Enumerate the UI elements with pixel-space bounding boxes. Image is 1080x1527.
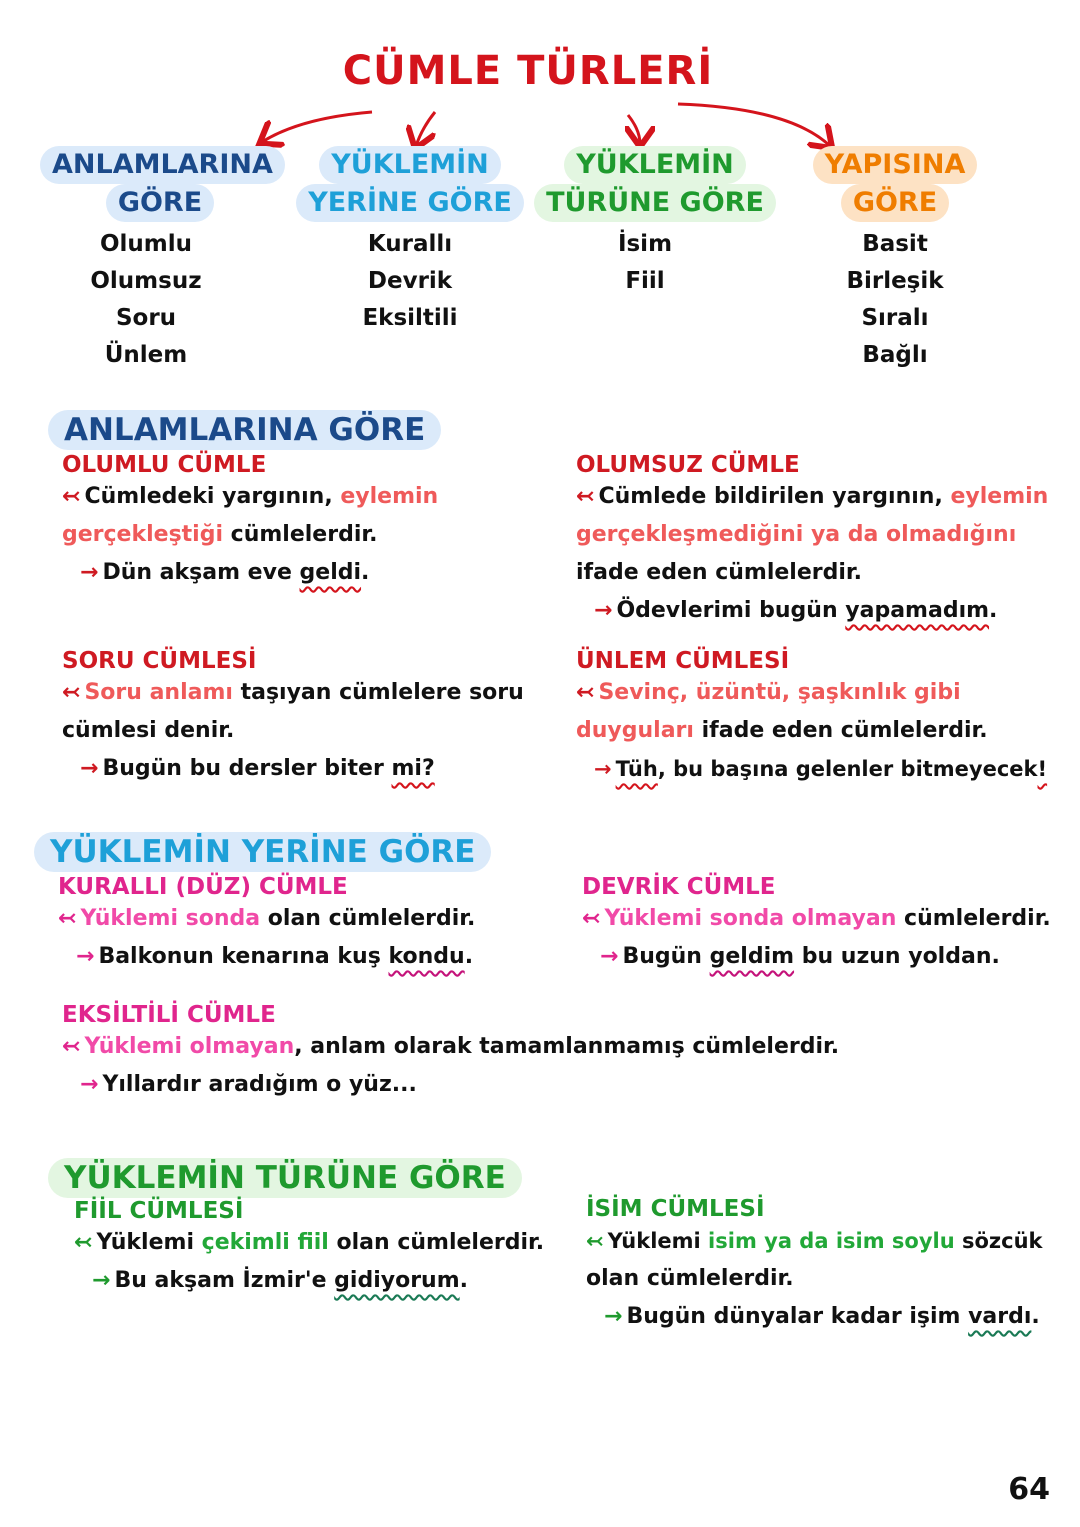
isim-block: İSİM CÜMLESİ ↢ Yüklemi isim ya da isim soylu sözcük olan cümlelerdir. → Bugün dünyalar kadar işim vardı. <box>586 1196 1066 1336</box>
category-yapi-line1: YAPISINA <box>813 146 978 184</box>
arrow-right-icon: → <box>594 598 613 623</box>
devrik-title: DEVRİK CÜMLE <box>582 874 776 900</box>
page-number: 64 <box>1008 1472 1050 1507</box>
bullet-icon: ↢ <box>586 1229 604 1253</box>
category-tur-line2: TÜRÜNE GÖRE <box>534 184 776 222</box>
category-yer-line2: YERİNE GÖRE <box>296 184 524 222</box>
arrow-right-icon: → <box>600 944 619 969</box>
category-anlam-line2: GÖRE <box>106 184 214 222</box>
category-item: İsim <box>617 231 673 257</box>
category-item: Sıralı <box>861 305 929 331</box>
arrow-right-icon: → <box>92 1268 111 1293</box>
bullet-icon: ↢ <box>576 484 595 509</box>
arrow-center-left <box>416 112 435 146</box>
category-item: Fiil <box>625 268 665 294</box>
category-anlam-line1: ANLAMLARINA <box>40 146 285 184</box>
category-item: Kurallı <box>367 231 453 257</box>
category-yer-line1: YÜKLEMİN <box>319 146 501 184</box>
arrow-right-icon: → <box>604 1304 623 1329</box>
arrow-center-right <box>628 115 640 144</box>
arrow-right-icon: → <box>80 1072 99 1097</box>
bullet-icon: ↢ <box>62 1034 81 1059</box>
devrik-block: DEVRİK CÜMLE ↢ Yüklemi sonda olmayan cümlelerdir. → Bugün geldim bu uzun yoldan. <box>582 874 1062 976</box>
category-item: Soru <box>115 305 177 331</box>
kuralli-title: KURALLI (DÜZ) CÜMLE <box>58 874 348 900</box>
isim-title: İSİM CÜMLESİ <box>586 1196 765 1222</box>
section-heading-yer: YÜKLEMİN YERİNE GÖRE <box>34 832 491 872</box>
category-item: Ünlem <box>104 342 188 368</box>
arrow-right-icon: → <box>594 757 612 781</box>
bullet-icon: ↢ <box>58 906 77 931</box>
unlem-title: ÜNLEM CÜMLESİ <box>576 648 790 674</box>
kuralli-block: KURALLI (DÜZ) CÜMLE ↢ Yüklemi sonda olan cümlelerdir. → Balkonun kenarına kuş kondu. <box>58 874 538 976</box>
category-yapi-line2: GÖRE <box>841 184 949 222</box>
category-yer <box>290 146 530 337</box>
arrow-right-icon: → <box>76 944 95 969</box>
soru-block: SORU CÜMLESİ ↢ Soru anlamı taşıyan cümlelere soru cümlesi denir. → Bugün bu dersler biter mi? <box>62 648 542 788</box>
category-tur <box>530 146 780 300</box>
bullet-icon: ↢ <box>576 680 595 705</box>
olumsuz-title: OLUMSUZ CÜMLE <box>576 452 800 478</box>
bullet-icon: ↢ <box>62 484 81 509</box>
soru-title: SORU CÜMLESİ <box>62 648 257 674</box>
category-item: Olumsuz <box>90 268 202 294</box>
arrow-right <box>678 104 830 146</box>
eksiltili-block: EKSİLTİLİ CÜMLE ↢ Yüklemi olmayan, anlam olarak tamamlanmamış cümlelerdir. → Yıllardır aradığım o yüz... <box>62 1002 962 1104</box>
olumsuz-block: OLUMSUZ CÜMLE ↢ Cümlede bildirilen yargının, eylemin gerçekleşmediğini ya da olmadığını ifade eden cümlelerdir. → Ödevlerimi bugün yapamadım. <box>576 452 1056 630</box>
olumlu-block: OLUMLU CÜMLE ↢ Cümledeki yargının, eylemin gerçekleştiği cümlelerdir. → Dün akşam eve geldi. <box>62 452 542 592</box>
section-heading-tur: YÜKLEMİN TÜRÜNE GÖRE <box>48 1158 522 1198</box>
bullet-icon: ↢ <box>582 906 601 931</box>
unlem-block: ÜNLEM CÜMLESİ ↢ Sevinç, üzüntü, şaşkınlık gibi duyguları ifade eden cümlelerdir. → Tüh, bu başına gelenler bitmeyecek! <box>576 648 1066 788</box>
olumlu-title: OLUMLU CÜMLE <box>62 452 267 478</box>
category-yapi <box>790 146 1000 374</box>
category-item: Eksiltili <box>362 305 458 331</box>
arrow-right-icon: → <box>80 756 99 781</box>
category-tur-line1: YÜKLEMİN <box>564 146 746 184</box>
arrow-left <box>262 112 372 142</box>
page-title: CÜMLE TÜRLERİ <box>342 48 714 94</box>
eksiltili-title: EKSİLTİLİ CÜMLE <box>62 1002 276 1028</box>
category-anlam <box>40 146 280 374</box>
arrow-right-icon: → <box>80 560 99 585</box>
fiil-title: FİİL CÜMLESİ <box>74 1198 244 1224</box>
category-item: Basit <box>862 231 928 257</box>
bullet-icon: ↢ <box>74 1230 93 1255</box>
category-item: Devrik <box>367 268 453 294</box>
category-item: Bağlı <box>862 342 928 368</box>
section-heading-anlam: ANLAMLARINA GÖRE <box>48 410 441 450</box>
bullet-icon: ↢ <box>62 680 81 705</box>
fiil-block: FİİL CÜMLESİ ↢ Yüklemi çekimli fiil olan cümlelerdir. → Bu akşam İzmir'e gidiyorum. <box>74 1198 554 1300</box>
category-item: Olumlu <box>99 231 193 257</box>
category-item: Birleşik <box>846 268 944 294</box>
